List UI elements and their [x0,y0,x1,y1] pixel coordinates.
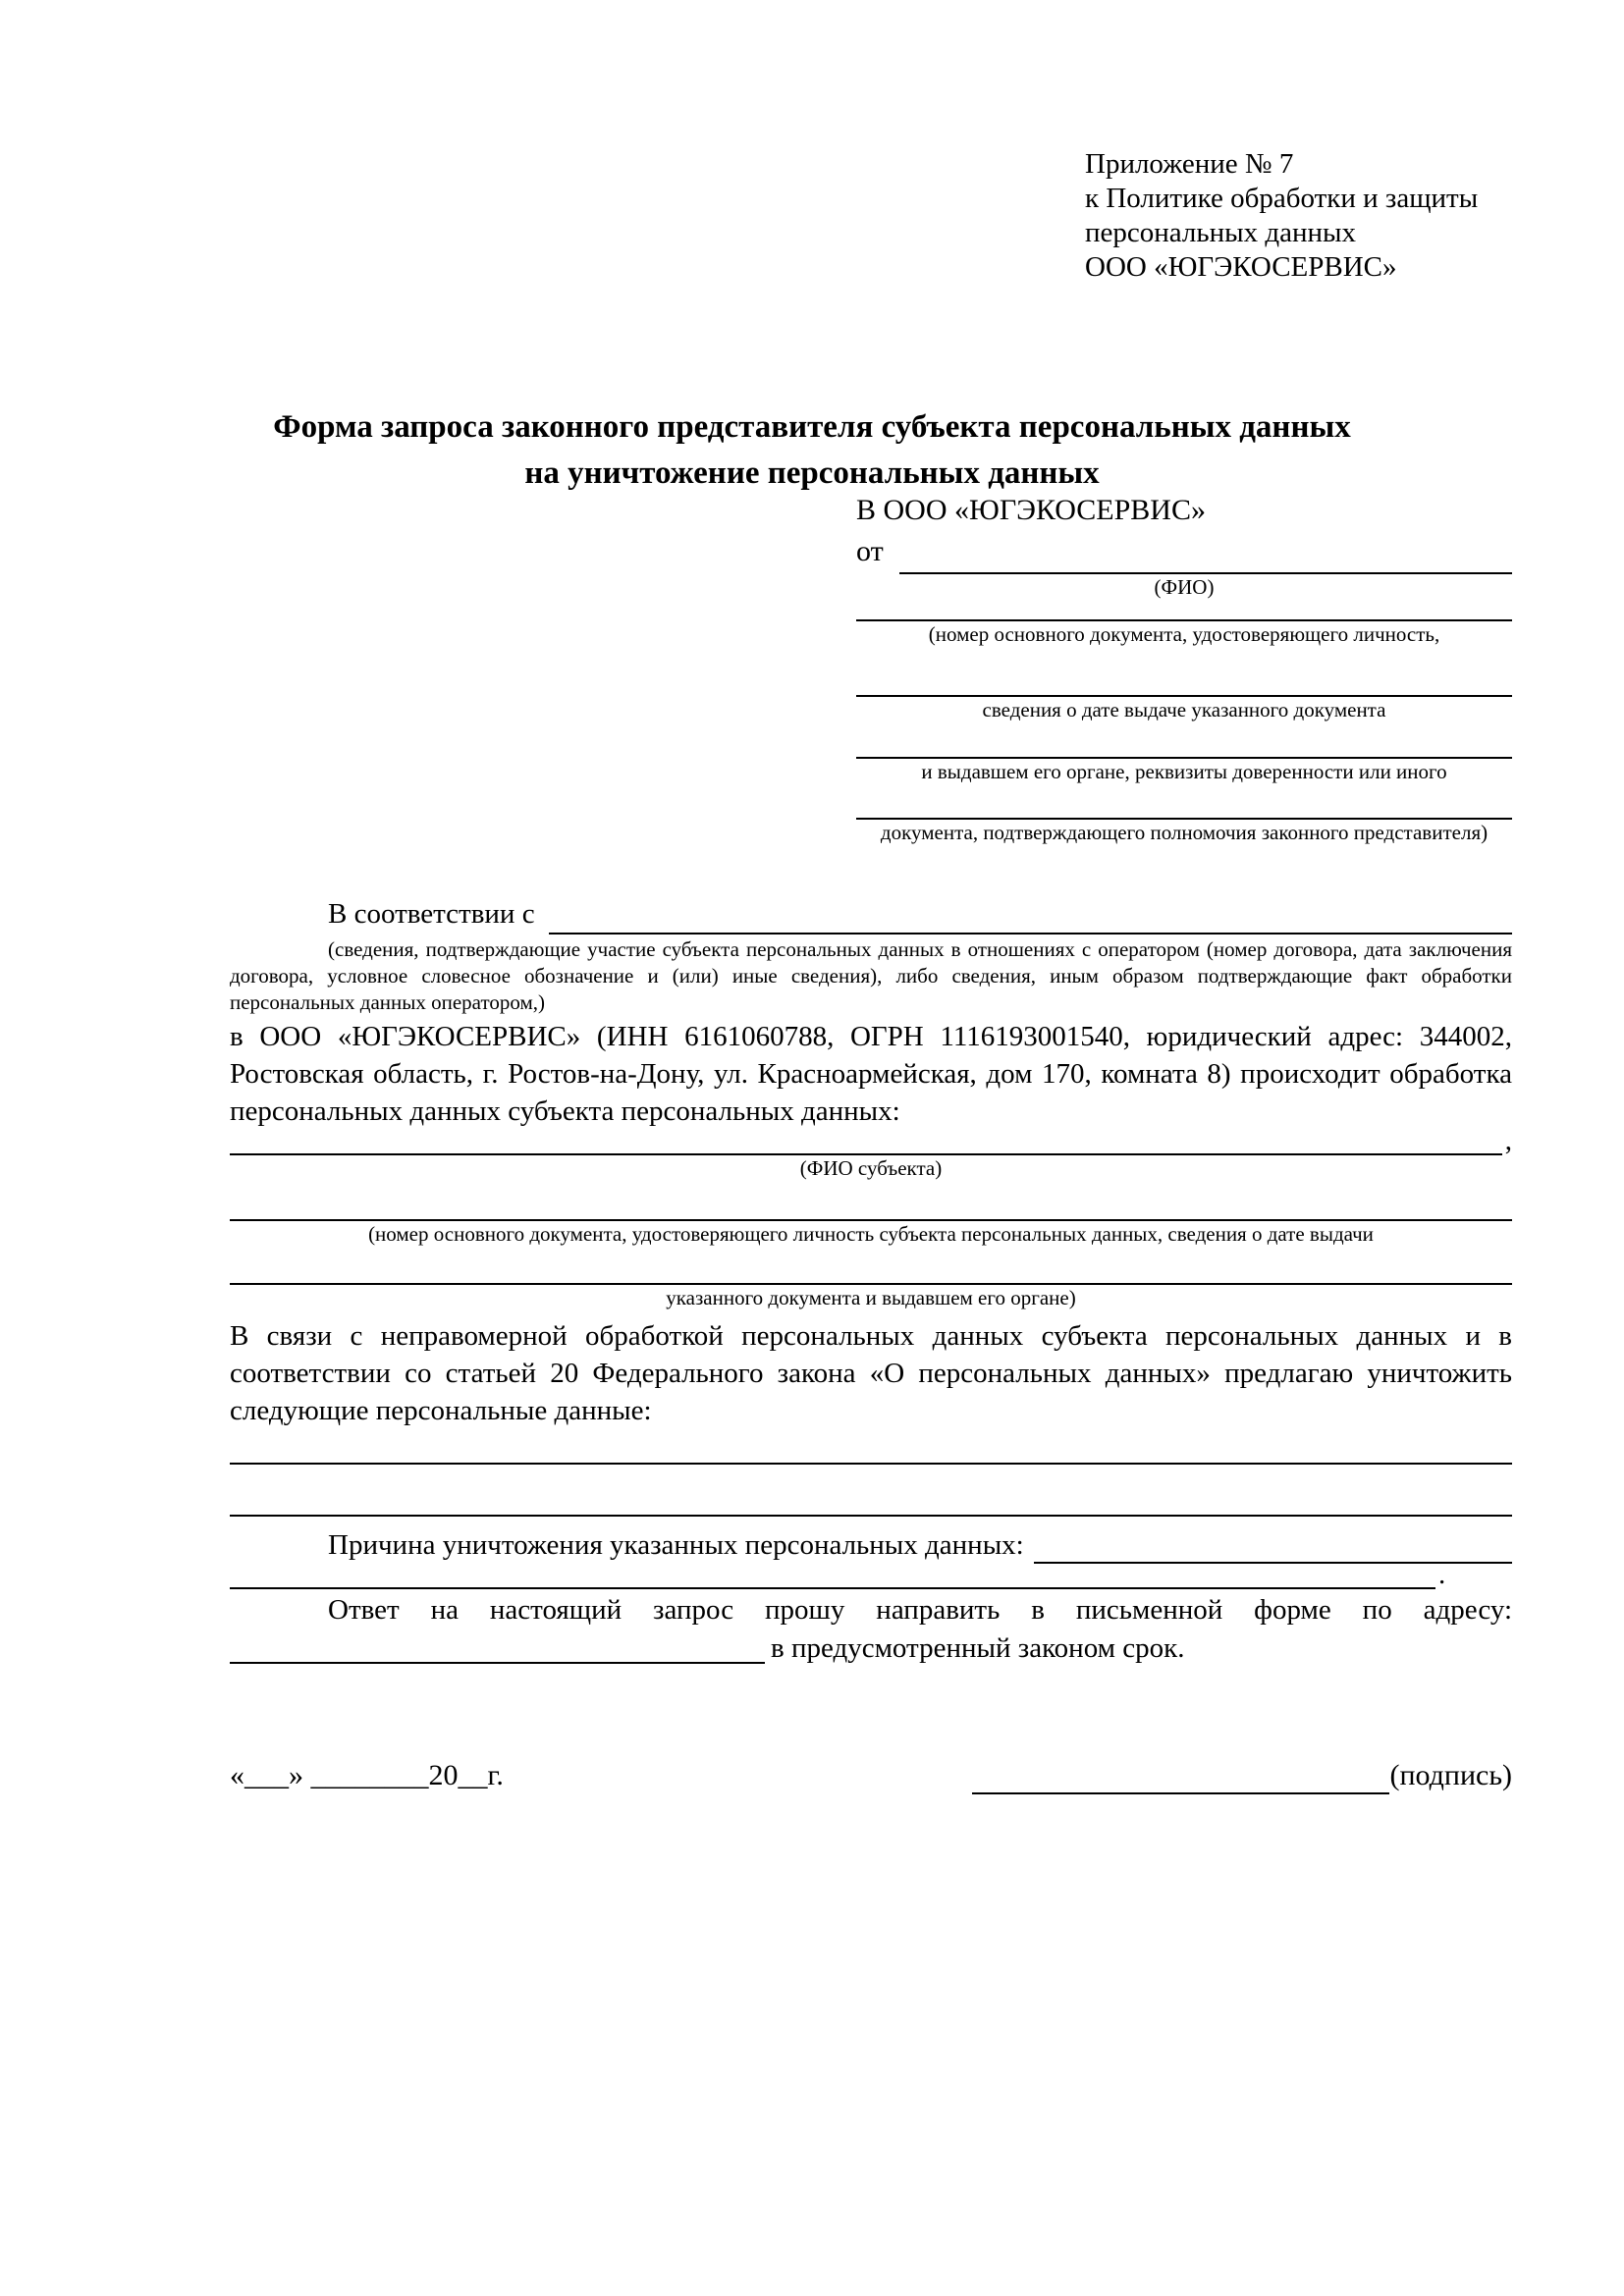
data-to-destroy-field-line-2[interactable] [230,1465,1512,1517]
reason-continuation-field-line[interactable] [230,1564,1435,1589]
subject-fio-row [230,1125,1512,1156]
document-footer [230,1757,1512,1794]
representative-fio-field-line[interactable] [899,533,1512,574]
from-label: от [856,535,884,567]
reply-paragraph: Ответ на настоящий запрос прошу направить в письменной форме по адресу: [328,1594,1512,1626]
recipient-block [856,494,1512,846]
data-to-destroy-field-line-1[interactable] [230,1429,1512,1465]
accordance-row [230,895,1512,934]
field-caption-doc-number: (номер основного документа, удостоверяющего личность, [928,622,1440,646]
appendix-block [1085,147,1478,285]
subject-doc-field-line-1[interactable] [230,1182,1512,1221]
date-field[interactable]: «___» ________20__г. [230,1759,504,1791]
subject-fio-field-line[interactable] [230,1130,1502,1155]
field-caption-doc-authority: документа, подтверждающего полномочия законного представителя) [880,821,1489,844]
trailing-period: . [1438,1559,1446,1590]
unlawful-processing-paragraph: В связи с неправомерной обработкой персональных данных субъекта персональных данных и в соответствии со статьей 20 Федерального закона «О персональных данных» предлагаю уничтожить следующие персональные данные: [230,1320,1512,1426]
reason-row [230,1517,1512,1564]
appendix-line: к Политике обработки и защиты [1085,183,1479,214]
reply-address-row [230,1629,1512,1664]
document-body [230,895,1512,1664]
appendix-line: Приложение № 7 [1085,148,1294,180]
operator-paragraph: в ООО «ЮГЭКОСЕРВИС» (ИНН 6161060788, ОГРН 1116193001540, юридический адрес: 344002, Ростовская область, г. Ростов-на-Дону, ул. Красноармейская, дом 170, комната 8) происходит обработка персональных данных субъекта персональных данных: [230,1021,1512,1127]
field-caption-subject-fio: (ФИО субъекта) [799,1156,943,1180]
representative-doc-field-line-1[interactable] [856,601,1512,621]
representative-doc-field-line-3[interactable] [856,723,1512,759]
reason-continuation-row [230,1559,1512,1590]
representative-doc-field-line-2[interactable] [856,648,1512,697]
appendix-line: персональных данных [1085,217,1357,248]
page-title [0,404,1624,497]
trailing-comma: , [1504,1125,1512,1156]
paragraph-indent [230,1528,328,1564]
reply-tail-text: в предусмотренный законом срок. [771,1632,1185,1664]
paragraph-indent [230,895,328,934]
reply-address-field-line[interactable] [230,1629,765,1664]
appendix-line: ООО «ЮГЭКОСЕРВИС» [1085,251,1397,283]
signature-field-line[interactable] [972,1759,1389,1794]
field-caption-doc-issuer: и выдавшем его органе, реквизиты доверенности или иного [921,760,1447,783]
representative-doc-field-line-4[interactable] [856,785,1512,820]
from-row [856,533,1512,574]
page-title-line-1: Форма запроса законного представителя субъекта персональных данных [273,409,1351,445]
accordance-label: В соответствии с [328,898,535,930]
subject-doc-field-line-2[interactable] [230,1248,1512,1285]
field-caption-fio: (ФИО) [1154,575,1215,599]
field-caption-doc-issue-date: сведения о дате выдаче указанного документа [982,698,1386,721]
accordance-note: (сведения, подтверждающие участие субъекта персональных данных в отношениях с оператором (номер договора, дата заключения договора, условное словесное обозначение и (или) иные сведения), либо сведения, иным образом подтверждающие факт обработки персональных данных оператором,) [230,937,1512,1014]
field-caption-subject-doc-issuer: указанного документа и выдавшем его органе) [666,1286,1076,1309]
field-caption-subject-doc-number: (номер основного документа, удостоверяющего личность субъекта персональных данных, сведения о дате выдачи [368,1222,1374,1246]
signature-caption: (подпись) [1389,1759,1512,1791]
page-title-line-2: на уничтожение персональных данных [524,455,1100,491]
accordance-field-line[interactable] [549,895,1512,934]
signature-block [972,1757,1512,1794]
recipient-to-line: В ООО «ЮГЭКОСЕРВИС» [856,494,1206,526]
reason-label: Причина уничтожения указанных персональных данных: [328,1529,1024,1561]
